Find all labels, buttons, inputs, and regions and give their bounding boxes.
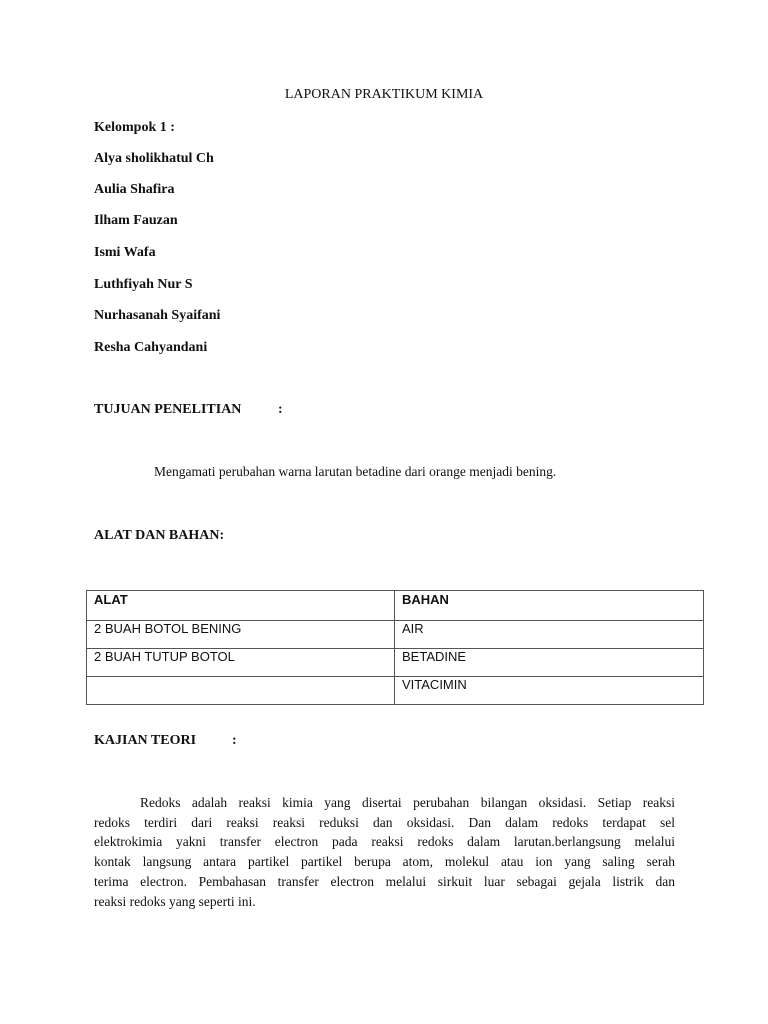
group-member: Nurhasanah Syaifani [94, 308, 221, 323]
tujuan-text: Mengamati perubahan warna larutan betadine dari orange menjadi bening. [154, 464, 557, 479]
group-member: Resha Cahyandani [94, 340, 208, 355]
paragraph-line: kontak langsung antara partikel partikel berupa atom, molekul atau ion yang saling serah [94, 854, 675, 870]
alat-bahan-heading: ALAT DAN BAHAN: [94, 528, 225, 543]
group-member: Alya sholikhatul Ch [94, 151, 214, 166]
table-header-row [87, 591, 704, 621]
table-cell-alat [87, 677, 395, 705]
paragraph-line: redoks terdiri dari reaksi reaksi reduksi dan oksidasi. Dan dalam redoks terdapat sel [94, 814, 675, 830]
paragraph-line: terima electron. Pembahasan transfer electron melalui sirkuit luar sebagai gejala listrik dan [94, 873, 675, 889]
kajian-heading: KAJIAN TEORI [94, 733, 197, 748]
table-cell-alat: 2 BUAH BOTOL BENING [87, 621, 395, 649]
kajian-paragraph [94, 793, 675, 911]
kajian-colon: : [232, 733, 237, 748]
table-cell-bahan: VITACIMIN [395, 677, 704, 705]
paragraph-line: elektrokimia yakni transfer electron pada reaksi redoks dalam larutan.berlangsung melalui [94, 834, 675, 850]
group-member: Ismi Wafa [94, 245, 156, 260]
alat-bahan-table [86, 590, 704, 705]
paragraph-line: reaksi redoks yang seperti ini. [94, 893, 256, 909]
table-header-alat: ALAT [87, 591, 395, 621]
table-cell-bahan: AIR [395, 621, 704, 649]
tujuan-colon: : [278, 402, 283, 417]
group-member: Ilham Fauzan [94, 213, 178, 228]
table-row [87, 677, 704, 705]
paragraph-line: Redoks adalah reaksi kimia yang disertai perubahan bilangan oksidasi. Setiap reaksi [140, 795, 675, 810]
table-row [87, 621, 704, 649]
group-label: Kelompok 1 : [94, 120, 175, 135]
table-cell-alat: 2 BUAH TUTUP BOTOL [87, 649, 395, 677]
document-title: LAPORAN PRAKTIKUM KIMIA [284, 87, 484, 102]
group-member: Aulia Shafira [94, 182, 175, 197]
group-member: Luthfiyah Nur S [94, 277, 193, 292]
table-header-bahan: BAHAN [395, 591, 704, 621]
table-cell-bahan: BETADINE [395, 649, 704, 677]
table-row [87, 649, 704, 677]
tujuan-heading: TUJUAN PENELITIAN [94, 402, 242, 417]
